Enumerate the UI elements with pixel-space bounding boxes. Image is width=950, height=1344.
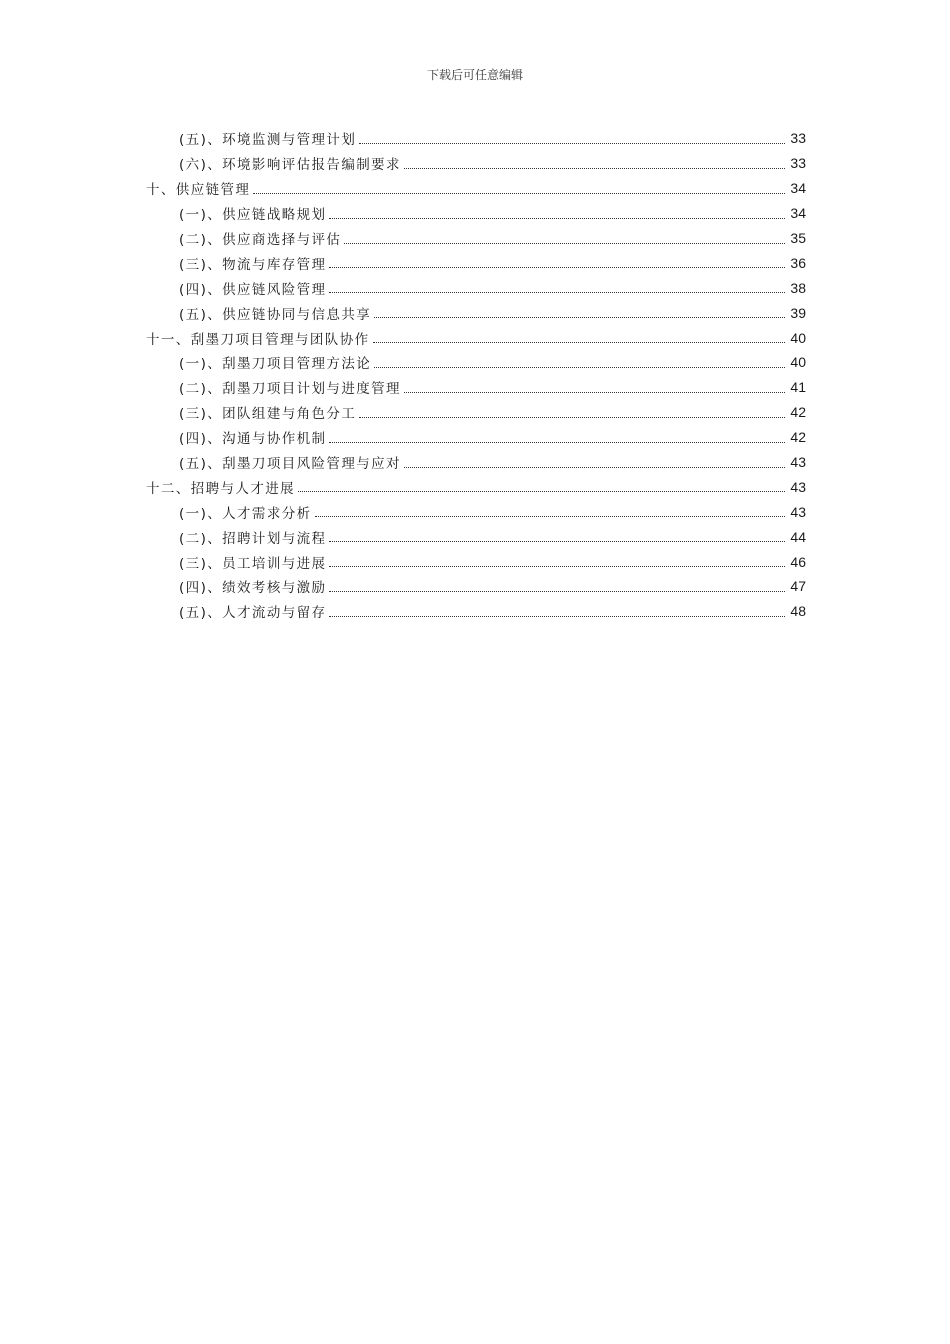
dot-leader (404, 392, 785, 393)
dot-leader (315, 516, 785, 517)
dot-leader (359, 417, 785, 418)
toc-entry-label: (一)、供应链战略规划 (179, 207, 327, 224)
toc-entry-label: (一)、人才需求分析 (179, 505, 312, 522)
toc-chapter-label: 十二、招聘与人才进展 (146, 480, 295, 497)
dot-leader (329, 591, 785, 592)
toc-entry-page: 48 (790, 603, 806, 620)
toc-entry-page: 43 (790, 503, 806, 520)
toc-entry-page: 38 (790, 279, 806, 296)
dot-leader (344, 243, 785, 244)
toc-chapter-page: 34 (790, 180, 806, 197)
toc-entry[interactable] (0, 350, 950, 375)
toc-entry[interactable] (0, 450, 950, 475)
toc-entry-page: 33 (790, 130, 806, 147)
dot-leader (373, 342, 786, 343)
dot-leader (329, 267, 785, 268)
toc-entry[interactable] (0, 375, 950, 400)
toc-entry[interactable] (0, 226, 950, 251)
toc-entry-page: 39 (790, 304, 806, 321)
toc-entry[interactable] (0, 250, 950, 275)
dot-leader (329, 541, 785, 542)
dot-leader (329, 218, 785, 219)
toc-chapter[interactable] (0, 325, 950, 350)
toc-entry[interactable] (0, 151, 950, 176)
toc-entry-page: 42 (790, 429, 806, 446)
dot-leader (404, 168, 785, 169)
dot-leader (374, 317, 785, 318)
toc-entry-label: (四)、绩效考核与激励 (179, 580, 327, 597)
toc-entry-label: (三)、团队组建与角色分工 (179, 406, 357, 423)
dot-leader (329, 292, 785, 293)
dot-leader (329, 566, 785, 567)
toc-entry-page: 47 (790, 578, 806, 595)
dot-leader (374, 367, 785, 368)
toc-entry-label: (二)、供应商选择与评估 (179, 232, 342, 248)
toc-entry-page: 43 (790, 454, 806, 471)
toc-entry-page: 34 (790, 205, 806, 222)
toc-entry-label: (二)、招聘计划与流程 (179, 530, 327, 547)
toc-chapter-page: 40 (790, 329, 806, 346)
table-of-contents (0, 126, 950, 624)
toc-chapter-page: 43 (790, 478, 806, 495)
toc-entry[interactable] (0, 599, 950, 624)
toc-entry-page: 41 (790, 379, 806, 396)
toc-chapter-label: 十一、刮墨刀项目管理与团队协作 (146, 331, 370, 348)
toc-entry-page: 42 (790, 404, 806, 421)
toc-chapter[interactable] (0, 176, 950, 201)
toc-entry-page: 46 (790, 553, 806, 570)
toc-entry-label: (三)、物流与库存管理 (179, 256, 327, 273)
toc-entry[interactable] (0, 574, 950, 599)
toc-entry-page: 33 (790, 155, 806, 172)
toc-entry[interactable] (0, 549, 950, 574)
toc-entry[interactable] (0, 300, 950, 325)
toc-entry-page: 36 (790, 254, 806, 271)
toc-entry-label: (四)、沟通与协作机制 (179, 431, 327, 448)
toc-entry-label: (五)、人才流动与留存 (179, 605, 327, 622)
toc-entry-label: (二)、刮墨刀项目计划与进度管理 (179, 381, 401, 398)
dot-leader (253, 193, 785, 194)
dot-leader (359, 143, 785, 144)
dot-leader (329, 616, 785, 617)
toc-entry-label: (一)、刮墨刀项目管理方法论 (179, 356, 372, 373)
toc-entry[interactable] (0, 524, 950, 549)
toc-entry-label: (五)、刮墨刀项目风险管理与应对 (179, 456, 401, 473)
toc-entry-label: (六)、环境影响评估报告编制要求 (179, 157, 401, 174)
page-header: 下载后可任意编辑 (426, 68, 523, 82)
toc-chapter[interactable] (0, 474, 950, 499)
toc-entry-label: (三)、员工培训与进展 (179, 555, 327, 572)
dot-leader (329, 442, 785, 443)
toc-entry-label: (五)、供应链协同与信息共享 (179, 306, 372, 323)
toc-entry[interactable] (0, 425, 950, 450)
toc-entry[interactable] (0, 201, 950, 226)
dot-leader (298, 491, 785, 492)
toc-entry-page: 40 (790, 354, 806, 371)
dot-leader (404, 467, 785, 468)
toc-entry-page: 35 (790, 230, 806, 246)
toc-entry[interactable] (0, 126, 950, 151)
toc-entry[interactable] (0, 400, 950, 425)
toc-entry-label: (四)、供应链风险管理 (179, 281, 327, 298)
toc-chapter-label: 十、供应链管理 (146, 182, 251, 199)
toc-entry-page: 44 (790, 528, 806, 545)
toc-entry-label: (五)、环境监测与管理计划 (179, 132, 357, 149)
toc-entry[interactable] (0, 275, 950, 300)
toc-entry[interactable] (0, 499, 950, 524)
